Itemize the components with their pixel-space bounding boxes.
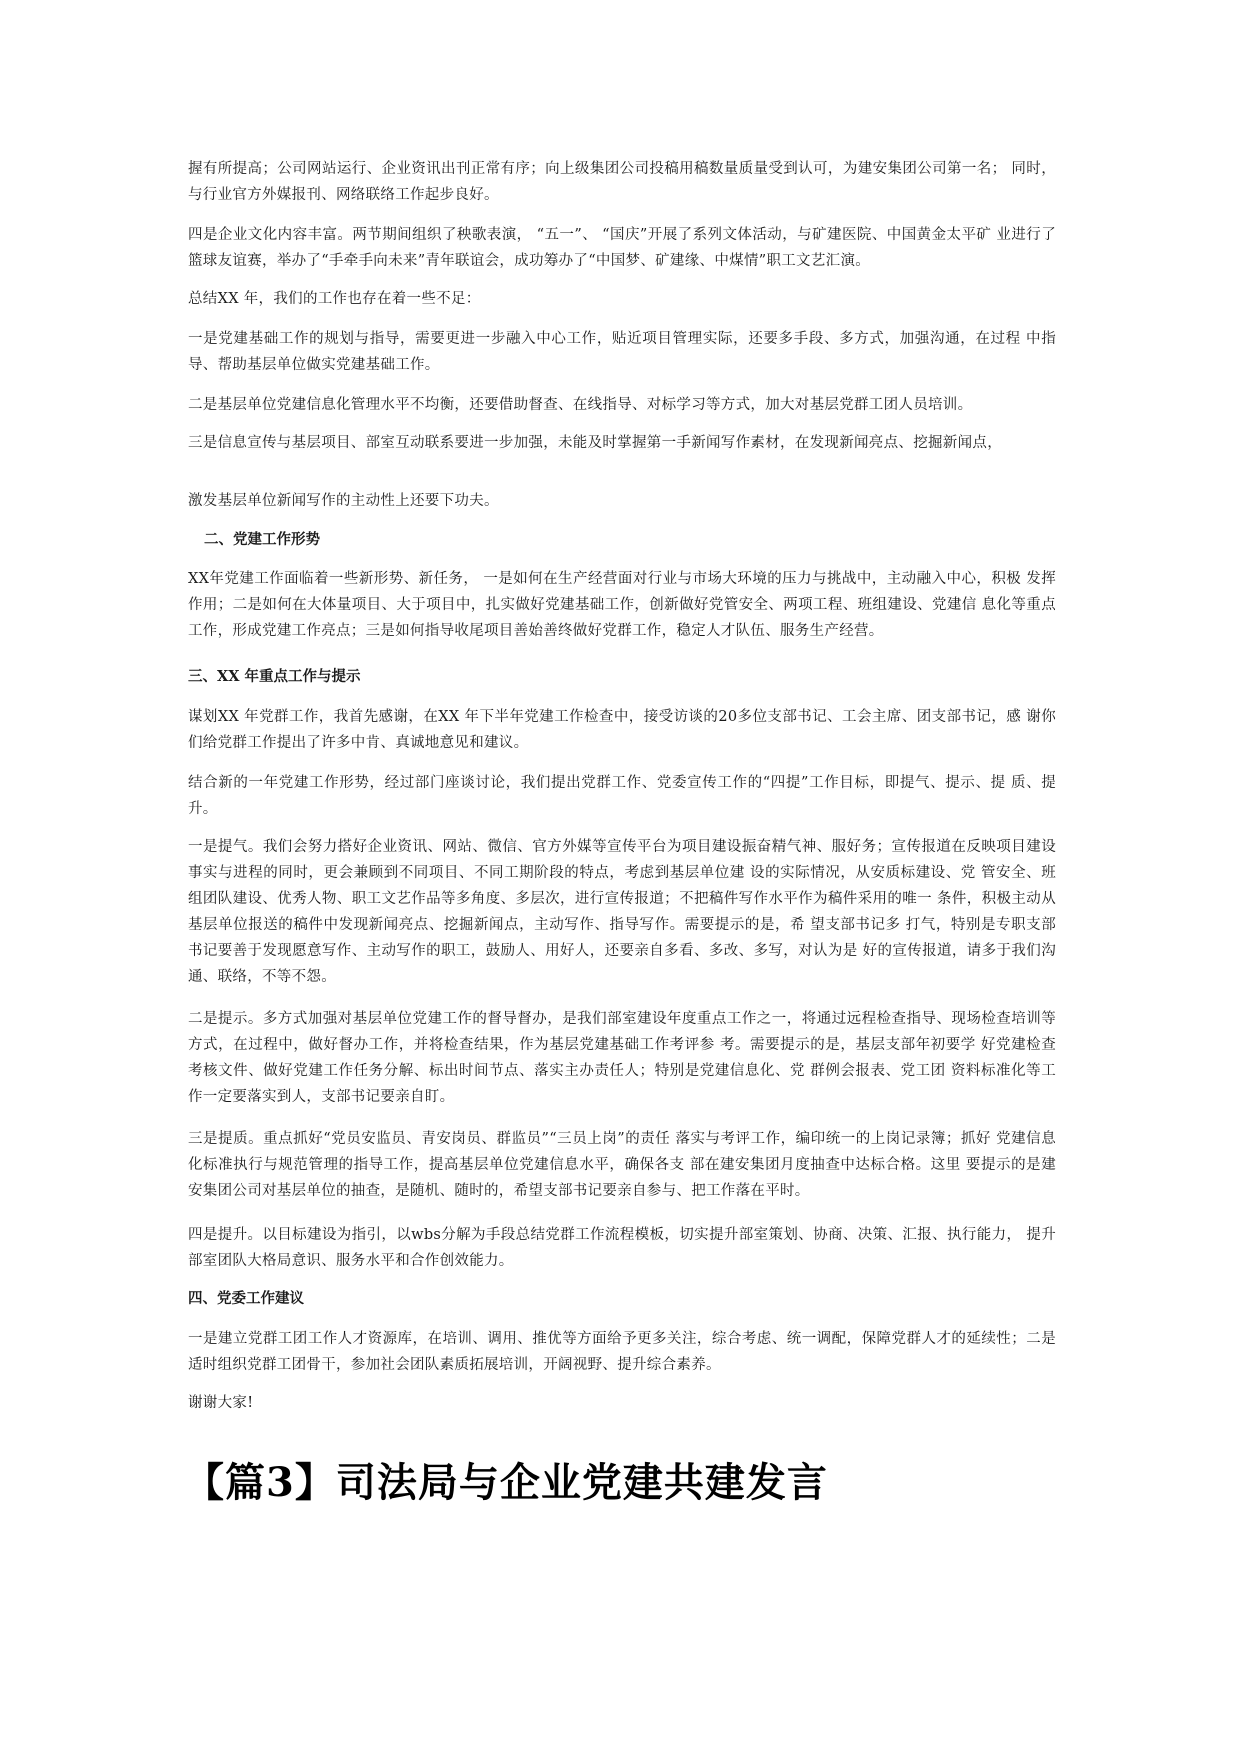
paragraph-suggestions: 一是建立党群工团工作人才资源库，在培训、调用、推优等方面给予更多关注，综合考虑、统一调配，保障党群人才的延续性；二是适时组织党群工团骨干，参加社会团队素质拓展培训，开阔视野、提升综合素养。	[188, 1331, 1056, 1373]
paragraph-shortcoming-3-part2: 激发基层单位新闻写作的主动性上还要下功夫。	[188, 493, 499, 509]
section-heading-key-work: 三、XX 年重点工作与提示	[188, 668, 361, 685]
paragraph-corporate-culture: 四是企业文化内容丰富。两节期间组织了秧歌表演， “五一”、 “国庆”开展了系列文体活动，与矿建医院、中国黄金太平矿 业进行了篮球友谊赛，举办了“手牵手向未来”青年联谊会，成功筹办了“中国梦、矿建缘、中煤情”职工文艺汇演。	[188, 227, 1056, 269]
article-title: 【篇3】司法局与企业党建共建发言	[184, 1459, 828, 1506]
closing-thanks: 谢谢大家!	[188, 1395, 254, 1411]
paragraph-goal-quality: 三是提质。重点抓好“党员安监员、青安岗员、群监员”“三员上岗”的责任 落实与考评工作，编印统一的上岗记录簿；抓好 党建信息化标准执行与规范管理的指导工作，提高基层单位党建信息水平，确保各支 部在建安集团月度抽查中达标合格。这里 要提示的是建安集团公司对基层单位的抽查，是随机、随时的，希望支部书记要亲自参与、把工作落在平时。	[188, 1131, 1056, 1199]
section-heading-party-situation: 二、党建工作形势	[204, 532, 320, 548]
paragraph-thanks: 谋划XX 年党群工作，我首先感谢，在XX 年下半年党建工作检查中，接受访谈的20多位支部书记、工会主席、团支部书记，感 谢你们给党群工作提出了许多中肯、真诚地意见和建议。	[188, 709, 1056, 751]
paragraph-shortcoming-3-part1: 三是信息宣传与基层项目、部室互动联系要进一步加强，未能及时掌握第一手新闻写作素材，在发现新闻亮点、挖掘新闻点，	[188, 435, 1002, 451]
paragraph-goal-reminder: 二是提示。多方式加强对基层单位党建工作的督导督办，是我们部室建设年度重点工作之一，将通过远程检查指导、现场检查培训等方式，在过程中，做好督办工作，并将检查结果，作为基层党建基础工作考评参 考。需要提示的是，基层支部年初要学 好党建检查考核文件、做好党建工作任务分解、标出时间节点、落实主办责任人；特别是党建信息化、党 群例会报表、党工团 资料标准化等工作一定要落实到人，支部书记要亲自盯。	[188, 1011, 1056, 1105]
paragraph-party-situation: XX年党建工作面临着一些新形势、新任务， 一是如何在生产经营面对行业与市场大环境的压力与挑战中，主动融入中心，积极 发挥作用；二是如何在大体量项目、大于项目中，扎实做好党建基础工作，创新做好党管安全、两项工程、班组建设、党建信 息化等重点工作，形成党建工作亮点；三是如何指导收尾项目善始善终做好党群工作，稳定人才队伍、服务生产经营。	[188, 571, 1056, 639]
paragraph-summary-shortcomings: 总结XX 年，我们的工作也存在着一些不足：	[188, 291, 481, 307]
paragraph-website-news: 握有所提高；公司网站运行、企业资讯出刊正常有序；向上级集团公司投稿用稿数量质量受到认可，为建安集团公司第一名； 同时，与行业官方外媒报刊、网络联络工作起步良好。	[188, 161, 1056, 203]
paragraph-shortcoming-2: 二是基层单位党建信息化管理水平不均衡，还要借助督查、在线指导、对标学习等方式，加大对基层党群工团人员培训。	[188, 397, 973, 413]
paragraph-goal-spirit: 一是提气。我们会努力搭好企业资讯、网站、微信、官方外媒等宣传平台为项目建设振奋精气神、服好务；宣传报道在反映项目建设事实与进程的同时，更会兼顾到不同项目、不同工期阶段的特点，考虑到基层单位建 设的实际情况，从安质标建设、党 管安全、班组团队建设、优秀人物、职工文艺作品等多角度、多层次，进行宣传报道；不把稿件写作水平作为稿件采用的唯一 条件，积极主动从基层单位报送的稿件中发现新闻亮点、挖掘新闻点，主动写作、指导写作。需要提示的是，希 望支部书记多 打气，特别是专职支部书记要善于发现愿意写作、主动写作的职工，鼓励人、用好人，还要亲自多看、多改、多写，对认为是 好的宣传报道，请多于我们沟通、联络，不等不怨。	[188, 839, 1056, 985]
paragraph-goal-improvement: 四是提升。以目标建设为指引，以wbs分解为手段总结党群工作流程模板，切实提升部室策划、协商、决策、汇报、执行能力， 提升部室团队大格局意识、服务水平和合作创效能力。	[188, 1227, 1056, 1269]
paragraph-four-goals: 结合新的一年党建工作形势，经过部门座谈讨论，我们提出党群工作、党委宣传工作的“四提”工作目标，即提气、提示、提 质、提升。	[188, 775, 1056, 817]
paragraph-shortcoming-1: 一是党建基础工作的规划与指导，需要更进一步融入中心工作，贴近项目管理实际，还要多手段、多方式，加强沟通，在过程 中指导、帮助基层单位做实党建基础工作。	[188, 331, 1056, 373]
section-heading-party-suggestions: 四、党委工作建议	[188, 1291, 304, 1307]
